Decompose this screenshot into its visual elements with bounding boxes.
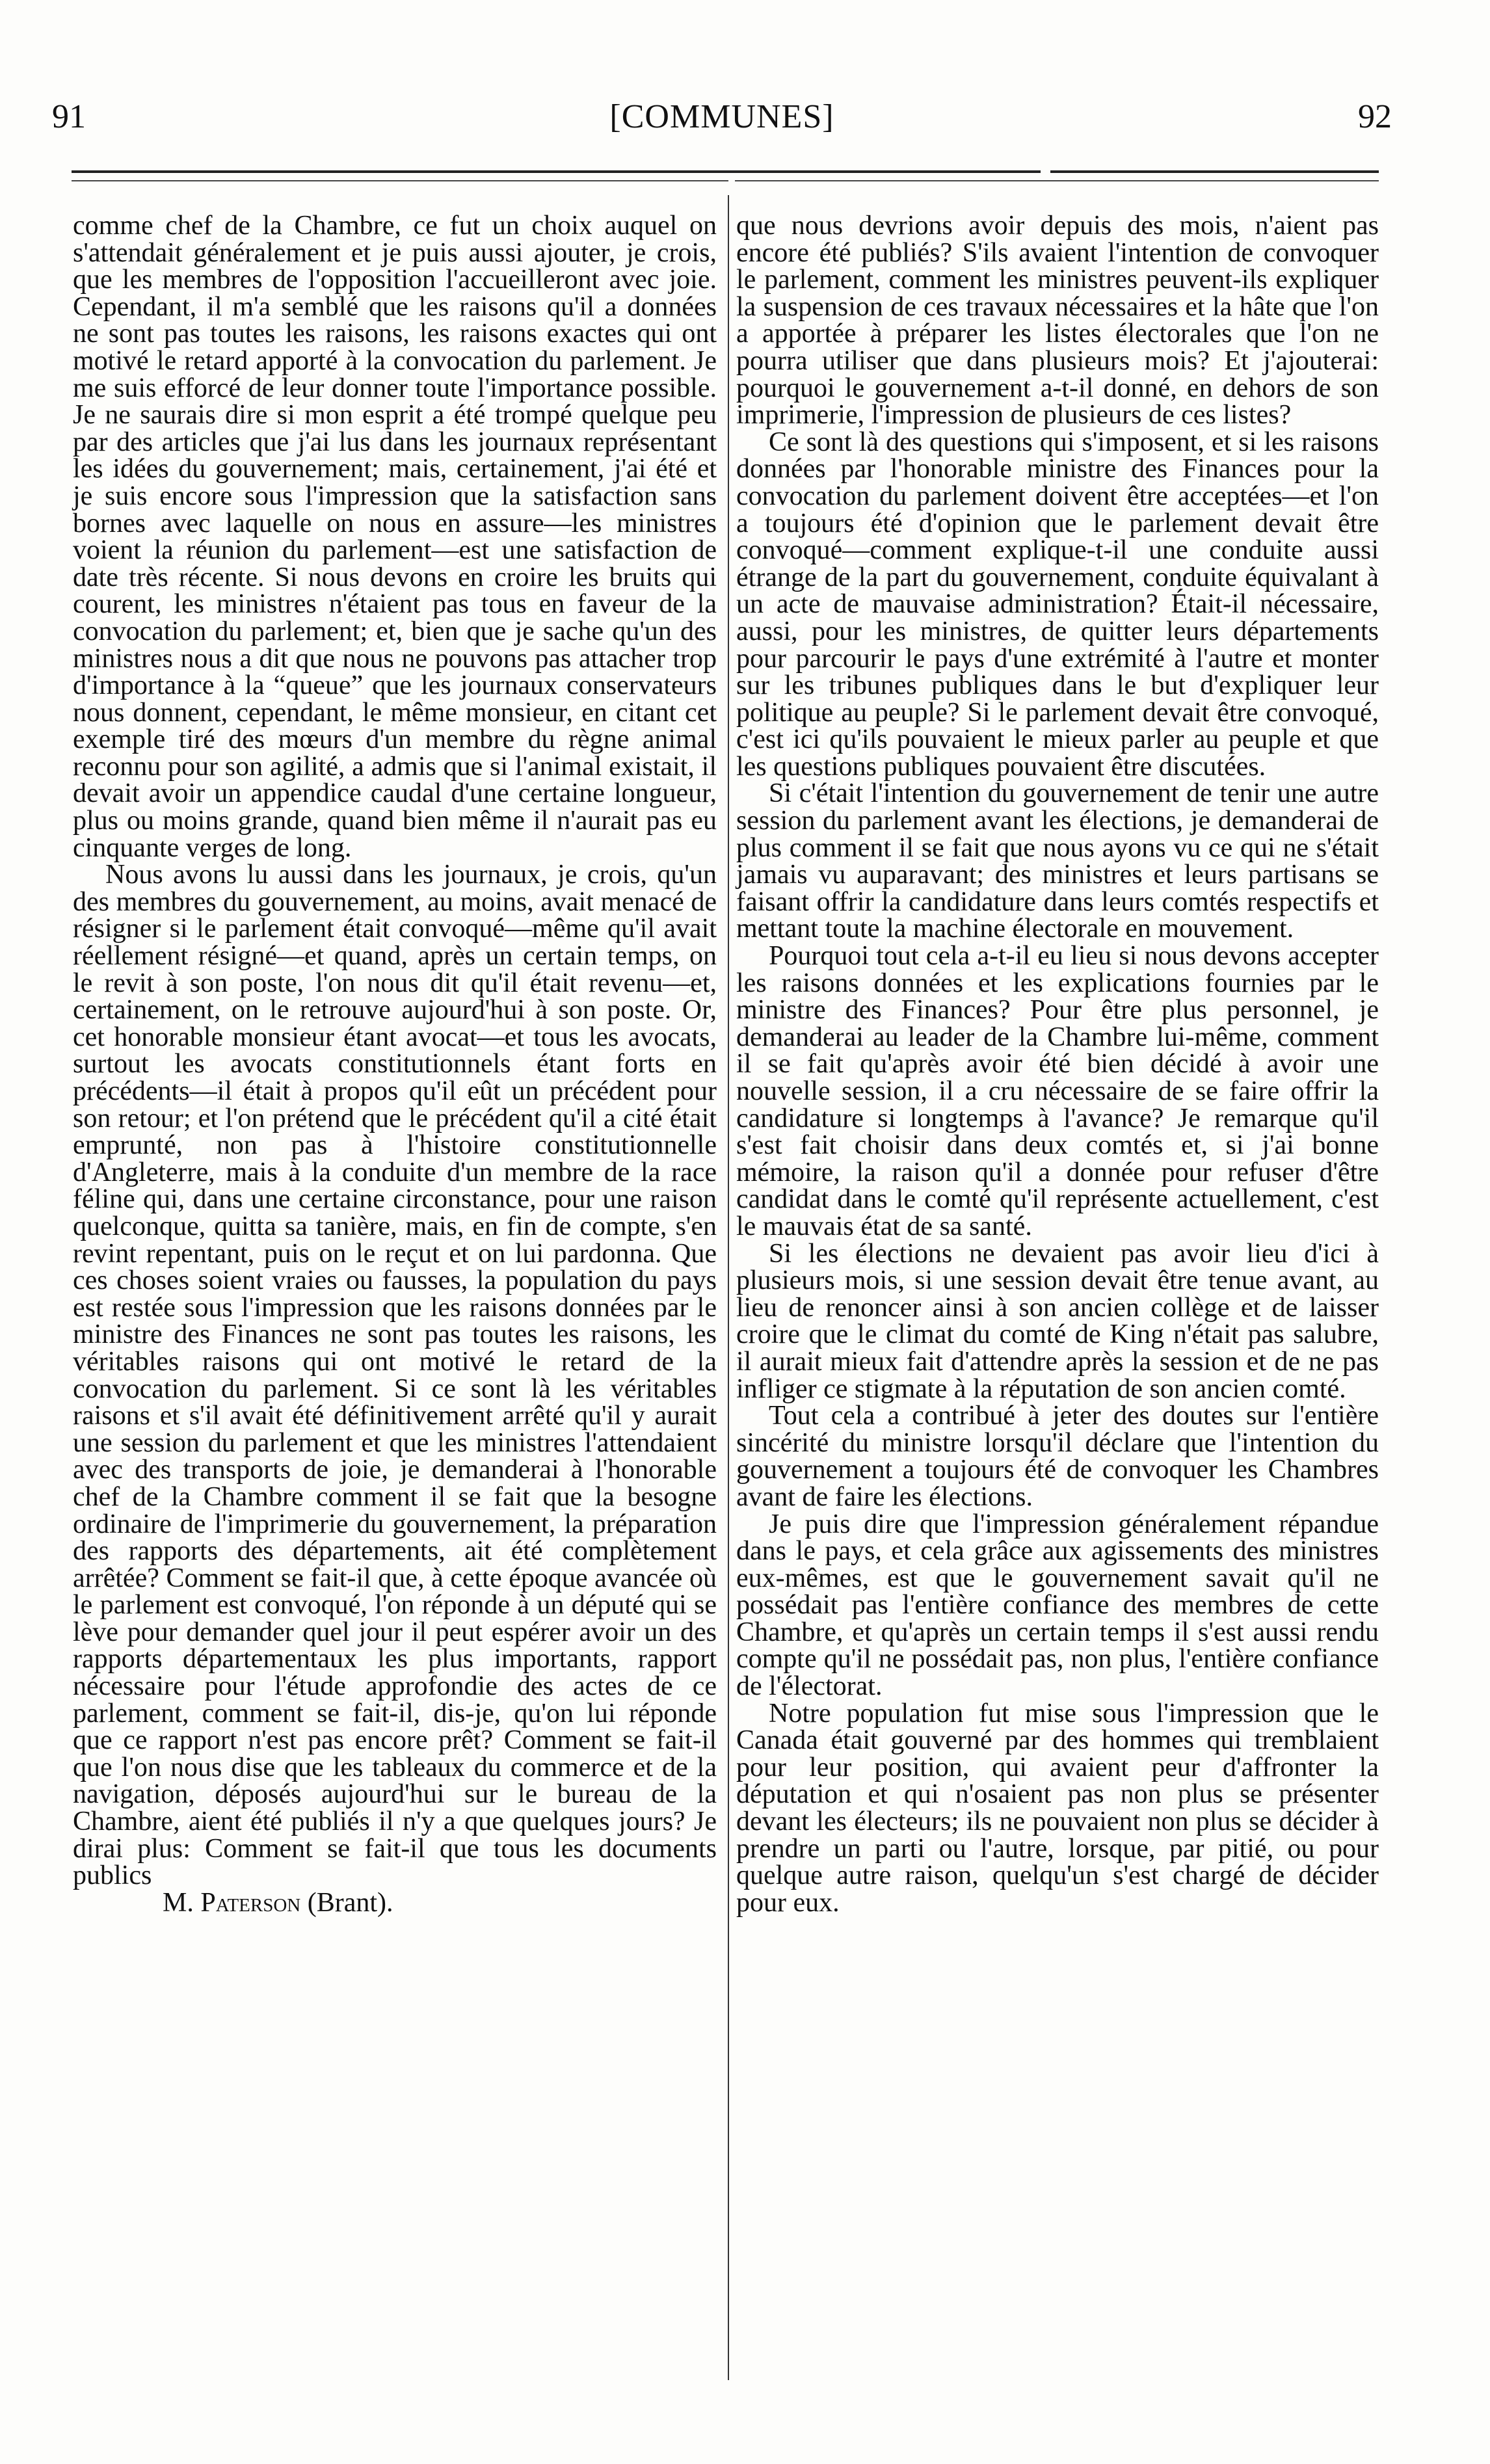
- page-number-left: 91: [52, 98, 86, 135]
- running-title: [COMMUNES]: [609, 98, 834, 135]
- speaker-name: Paterson: [200, 1887, 301, 1918]
- paragraph: que nous devrions avoir depuis des mois, n'aient pas encore été publiés? S'ils avaient l'intention de convoquer le parlement, comment les ministres peuvent-ils expliquer la suspension de ces travaux nécessaires et la hâte que l'on a apportée à préparer les listes électorales que l'on ne pourra utiliser que dans plusieurs mois? Et j'ajouterai: pourquoi le gouvernement a-t-il donné, en dehors de son imprimerie, l'impression de plusieurs de ces listes?: [736, 211, 1379, 431]
- column-divider: [728, 195, 729, 2380]
- page-header: [52, 98, 1392, 150]
- paragraph: Ce sont là des questions qui s'imposent, et si les raisons données par l'honorable ministre des Finances pour la convocation du parlement doivent être acceptées—et l'on a toujours été d'opinion que le parlement devait être convoqué—comment explique-t-il une conduite aussi étrange de la part du gouvernement, conduite équivalant à un acte de mauvaise administration? Était-il nécessaire, aussi, pour les ministres, de quitter leurs départements pour parcourir le pays d'une extrémité à l'autre et monter sur les tribunes publiques dans le but d'expliquer leur politique au peuple? Si le parlement devait être convoqué, c'est ici qu'ils pouvaient le mieux parler au peuple et que les questions publiques pouvaient être discutées.: [736, 427, 1379, 782]
- page-number-right: 92: [1358, 98, 1392, 135]
- paragraph: Tout cela a contribué à jeter des doutes sur l'entière sincérité du ministre lorsqu'il déclare que l'intention du gouvernement a toujours été de convoquer les Chambres avant de faire les élections.: [736, 1401, 1379, 1512]
- column-rule-left: [72, 180, 728, 181]
- speaker-riding: (Brant).: [300, 1887, 393, 1918]
- paragraph: Nous avons lu aussi dans les journaux, je crois, qu'un des membres du gouvernement, au moins, avait menacé de résigner si le parlement était convoqué—même qu'il avait réellement résigné—et quand, après un certain temps, on le revit à son poste, l'on nous dit qu'il était revenu—et, certainement, on le retrouve aujourd'hui à son poste. Or, cet honorable monsieur étant avocat—et tous les avocats, surtout les avocats constitutionnels étant forts en précédents—il était à propos qu'il eût un précédent pour son retour; et l'on prétend que le précédent qu'il a cité était emprunté, non pas à l'histoire constitutionnelle d'Angleterre, mais à la conduite d'un membre de la race féline qui, dans une certaine circonstance, pour une raison quelconque, quitta sa tanière, mais, en fin de compte, s'en revint repentant, puis on le reçut et on lui pardonna. Que ces choses soient vraies ou fausses, la population du pays est restée sous l'impression que les raisons données par le ministre des Finances ne sont pas toutes les raisons, les véritables raisons qui ont motivé le retard de la convocation du parlement. Si ce sont là les véritables raisons et s'il avait été définitivement arrêté qu'il y aurait une session du parlement et que les ministres l'attendaient avec des transports de joie, je demanderai à l'honorable chef de la Chambre comment il se fait que la besogne ordinaire de l'imprimerie du gouvernement, la préparation des rapports des départements, ait été complètement arrêtée? Comment se fait-il que, à cette époque avancée où le parlement est convoqué, l'on réponde à un député qui se lève pour demander quel jour il peut espérer avoir un des rapports départementaux les plus importants, rapport nécessaire pour l'étude approfondie des actes de ce parlement, comment se fait-il, dis-je, qu'on lui réponde que ce rapport n'est pas encore prêt? Comment se fait-il que l'on nous dise que les tableaux du commerce et de la navigation, déposés aujourd'hui sur le bureau de la Chambre, aient été publiés il n'y a que quelques jours? Je dirai plus: Comment se fait-il que tous les documents publics: [73, 860, 717, 1891]
- speaker-label: [73, 1887, 717, 1918]
- speaker-initial: M.: [163, 1887, 201, 1918]
- header-rule-left: [72, 170, 1041, 173]
- right-column: [736, 213, 1379, 1916]
- paragraph: Pourquoi tout cela a-t-il eu lieu si nous devons accepter les raisons données et les explications fournies par le ministre des Finances? Pour être plus personnel, je demanderai au leader de la Chambre lui-même, comment il se fait qu'après avoir été bien décidé à avoir une nouvelle session, il a cru nécessaire de se faire offrir la candidature si longtemps à l'avance? Je remarque qu'il s'est fait choisir dans deux comtés et, si j'ai bonne mémoire, la raison qu'il a donnée pour refuser d'être candidat dans le comté qu'il représente actuellement, c'est le mauvais état de sa santé.: [736, 941, 1379, 1241]
- left-column: [73, 213, 717, 1916]
- paragraph: Je puis dire que l'impression généralement répandue dans le pays, et cela grâce aux agissements des ministres eux-mêmes, est que le gouvernement savait qu'il ne possédait pas l'entière confiance des membres de cette Chambre, et qu'après un certain temps il s'est aussi rendu compte qu'il ne possédait pas, non plus, l'entière confiance de l'électorat.: [736, 1509, 1379, 1702]
- paragraph: Si les élections ne devaient pas avoir lieu d'ici à plusieurs mois, si une session devait être tenue avant, au lieu de renoncer ainsi à son ancien collège et de laisser croire que le climat du comté de King n'était pas salubre, il aurait mieux fait d'attendre après la session et de ne pas infliger ce stigmate à la réputation de son ancien comté.: [736, 1238, 1379, 1404]
- paragraph: Notre population fut mise sous l'impression que le Canada était gouverné par des hommes qui tremblaient pour leur position, qui avaient peur d'affronter la députation et qui n'osaient pas non plus se présenter devant les électeurs; ils ne pouvaient non plus se décider à prendre un parti ou l'autre, lorsque, par pitié, ou pour quelque autre raison, quelqu'un s'est chargé de décider pour eux.: [736, 1698, 1379, 1918]
- column-rule-right: [735, 180, 1379, 181]
- paragraph: Si c'était l'intention du gouvernement de tenir une autre session du parlement avant les élections, je demanderai de plus comment il se fait que nous ayons vu ce qui ne s'était jamais vu auparavant; des ministres et leurs partisans se faisant offrir la candidature dans leurs comtés respectifs et mettant toute la machine électorale en mouvement.: [736, 778, 1379, 944]
- header-rule-right: [1050, 170, 1379, 173]
- paragraph: comme chef de la Chambre, ce fut un choix auquel on s'attendait généralement et je puis aussi ajouter, je crois, que les membres de l'opposition l'accueilleront avec joie. Cependant, il m'a semblé que les raisons qu'il a données ne sont pas toutes les raisons, les raisons exactes qui ont motivé le retard apporté à la convocation du parlement. Je me suis efforcé de leur donner toute l'importance possible. Je ne saurais dire si mon esprit a été trompé quelque peu par des articles que j'ai lus dans les journaux représentant les idées du gouvernement; mais, certainement, j'ai été et je suis encore sous l'impression que la satisfaction sans bornes avec laquelle on nous en assure—les ministres voient la réunion du parlement—est une satisfaction de date très récente. Si nous devons en croire les bruits qui courent, les ministres n'étaient pas tous en faveur de la convocation du parlement; et, bien que je sache qu'un des ministres nous a dit que nous ne pouvons pas attacher trop d'importance à la “queue” que les journaux conservateurs nous donnent, cependant, le même monsieur, en citant cet exemple tiré des mœurs d'un membre du règne animal reconnu pour son agilité, a admis que si l'animal existait, il devait avoir un appendice caudal d'une certaine longueur, plus ou moins grande, quand bien même il n'aurait pas eu cinquante verges de long.: [73, 211, 717, 863]
